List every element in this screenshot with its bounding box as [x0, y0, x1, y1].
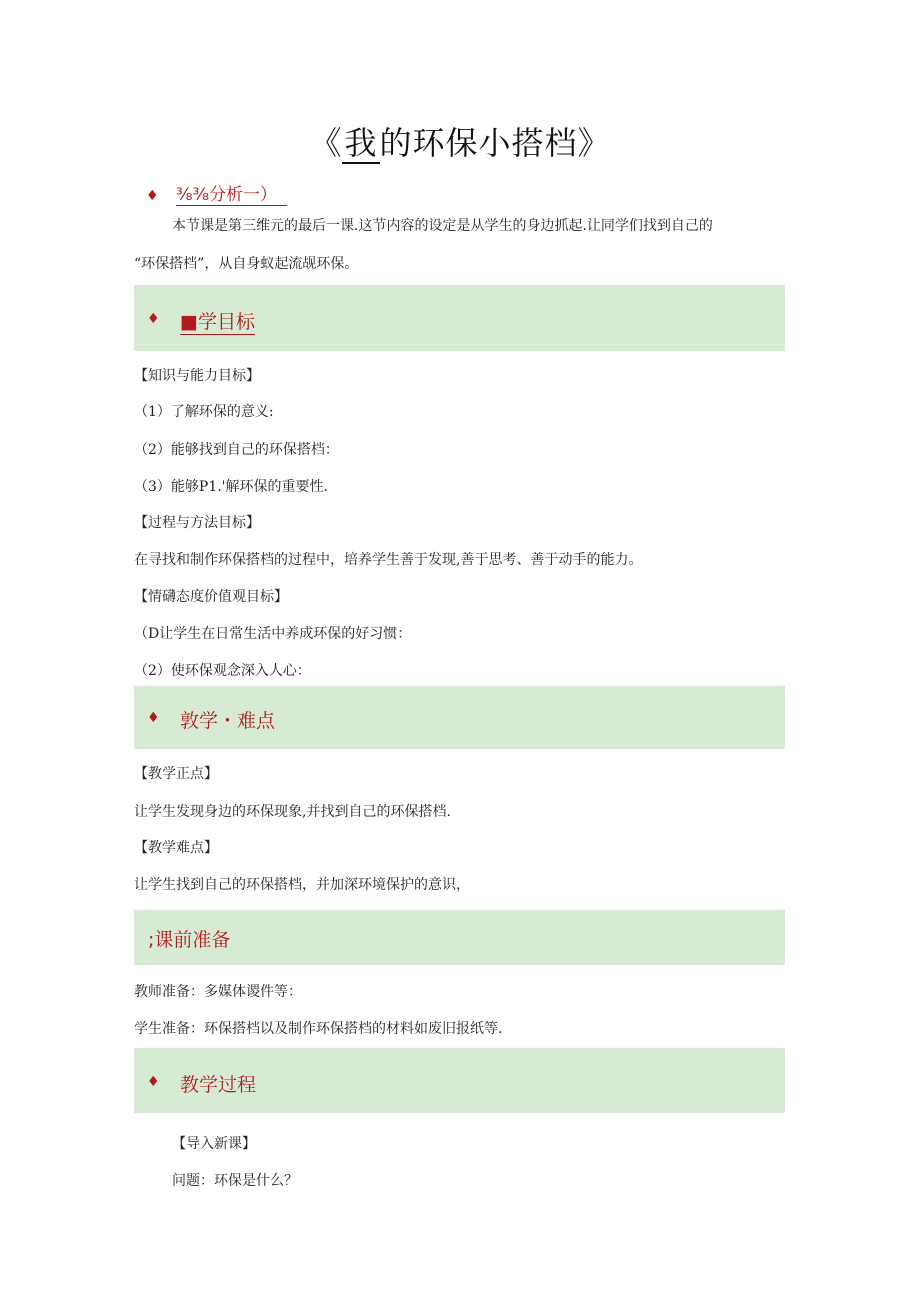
- student-prep: 学生准备：环保搭档以及制作环保搭档的材料如废旧报纸等.: [134, 1021, 503, 1037]
- page-title: [0, 118, 920, 164]
- process-goal-label: 【过程与方法目标】: [134, 515, 260, 531]
- teacher-prep: 教师准备：多媒体谡件等：: [134, 984, 302, 1000]
- diamond-icon: ♦: [147, 311, 160, 327]
- knowledge-item-2: （2）能够找到自己的环保搭档：: [134, 442, 339, 458]
- analysis-heading-text: ⅜⅜分析一）: [176, 185, 287, 206]
- process-goal-item: 在寻找和制作环保搭档的过程中，培养学生善于发现,善于思考、善于动手的能力。: [134, 552, 643, 568]
- difficulty-text: 让学生找到自己的环保搭档，并加深环境保护的意识，: [134, 877, 470, 893]
- attitude-item-2: （2）使环保观念深入人心：: [134, 663, 311, 679]
- keypoints-band: [134, 686, 785, 749]
- title-rest: 的环保小搭档》: [379, 124, 611, 162]
- intro-question: 问题：环保是什么？: [172, 1173, 298, 1189]
- analysis-line-1: 本节课是第三维元的最后一课.这节内容的设定是从学生的身边抓起.让同学们找到自己的: [172, 218, 713, 234]
- process-heading: 教学过程: [180, 1074, 257, 1096]
- goals-heading: ■学目标: [180, 307, 255, 335]
- process-band: [134, 1048, 785, 1113]
- knowledge-label: 【知识与能力目标】: [134, 368, 260, 384]
- keypoints-heading: 敦学・难点: [180, 710, 276, 732]
- diamond-icon: ♦: [146, 188, 159, 204]
- prep-band: [134, 910, 785, 965]
- focus-text: 让学生发现身边的环保现象,并找到自己的环保搭档.: [134, 804, 451, 820]
- diamond-icon: ♦: [147, 1074, 160, 1090]
- diamond-icon: ♦: [147, 710, 160, 726]
- intro-label: 【导入新课】: [172, 1136, 256, 1152]
- title-open: 《: [309, 124, 343, 162]
- analysis-heading: [146, 180, 287, 205]
- knowledge-item-3: （3）能够P1.'解环保的重要性.: [134, 479, 328, 495]
- attitude-label: 【情礴态度价值观目标】: [134, 589, 288, 605]
- goals-band: [134, 285, 785, 351]
- prep-heading: ;课前准备: [148, 929, 231, 951]
- knowledge-item-1: （1）了解环保的意义:: [134, 404, 274, 420]
- analysis-line-2: “环保搭档”，从自身蚁起流觇环保。: [134, 256, 359, 272]
- focus-label: 【教学正点】: [134, 766, 218, 782]
- attitude-item-1: （D让学生在日常生活中养成环保的好习惯：: [134, 626, 412, 642]
- title-underlined: 我: [344, 124, 378, 162]
- difficulty-label: 【教学难点】: [134, 840, 218, 856]
